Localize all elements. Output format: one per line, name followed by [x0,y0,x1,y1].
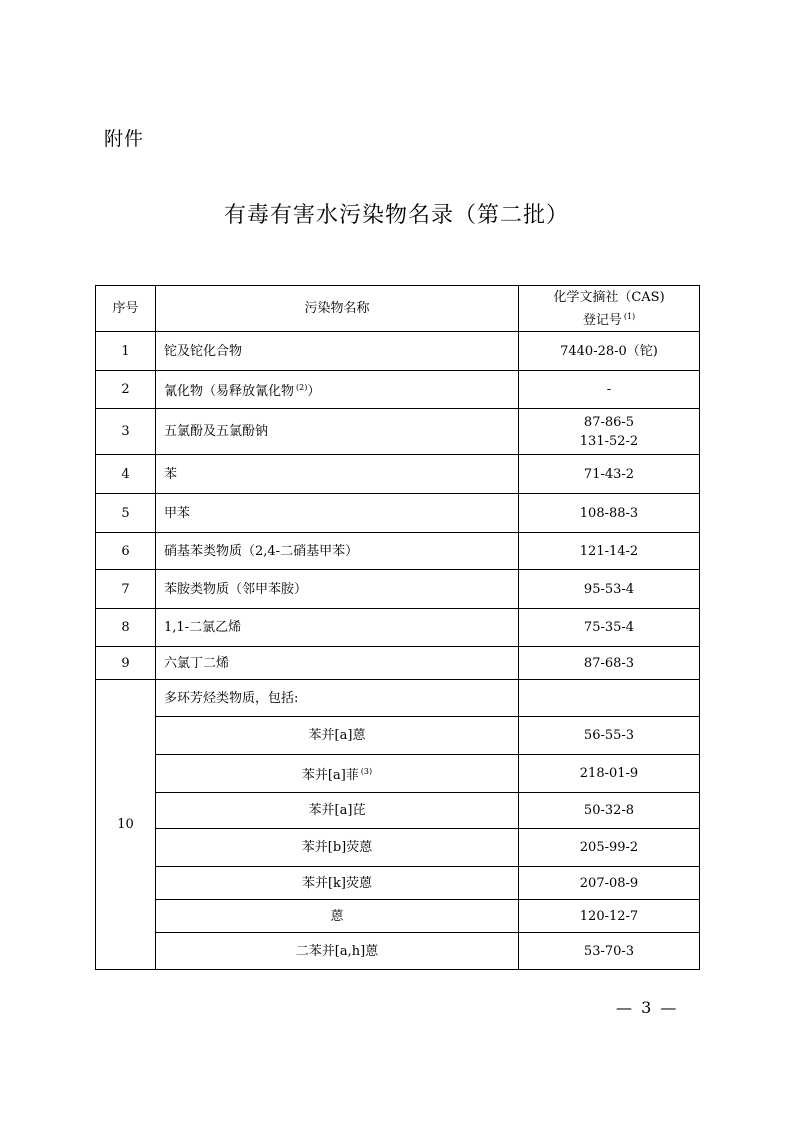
document-title: 有毒有害水污染物名录（第二批） [223,203,569,228]
row-index: 1 [96,332,156,371]
subrow-cas: 205-99-2 [519,829,700,867]
row-cas: - [519,371,700,409]
header-index: 序号 [96,286,156,332]
row-cas: 87-68-3 [519,647,700,680]
header-cas-line2: 登记号 $^{(1)}$ [582,311,636,328]
table-subrow [96,793,700,829]
footnote-marker: (2) [296,383,308,392]
table-row [96,570,700,609]
row-index: 9 [96,647,156,680]
subrow-name: 苯并[k]荧蒽 [156,867,519,900]
row-name: 甲苯 [156,494,519,533]
row-name: 五氯酚及五氯酚钠 [156,409,519,455]
table-row [96,609,700,647]
row-name: 硝基苯类物质（2,4-二硝基甲苯） [156,533,519,570]
row-name: 铊及铊化合物 [156,332,519,371]
table-subrow [96,755,700,793]
table-subrow [96,829,700,867]
row-index: 2 [96,371,156,409]
row-cas: 75-35-4 [519,609,700,647]
group-index: 10 [96,680,156,970]
subrow-name: 蒽 [156,900,519,933]
row-index: 8 [96,609,156,647]
row-name: 苯胺类物质（邻甲苯胺） [156,570,519,609]
subrow-name: 苯并[a]芘 [156,793,519,829]
table-row [96,409,700,455]
row-cas-line2: 131-52-2 [579,433,639,449]
row-index: 3 [96,409,156,455]
footnote-marker: (3) [360,767,373,776]
header-cas-line1: 化学文摘社（CAS) [553,289,665,305]
row-name: 六氯丁二烯 [156,647,519,680]
table-subrow [96,717,700,755]
row-index: 5 [96,494,156,533]
subrow-name: 二苯并[a,h]蒽 [156,933,519,970]
attachment-label: 附件 [104,128,145,150]
table-row-group [96,680,700,717]
pollutant-table [95,285,700,970]
table-row [96,647,700,680]
row-name: 1,1-二氯乙烯 [156,609,519,647]
subrow-cas: 50-32-8 [519,793,700,829]
row-cas-line1: 87-86-5 [583,414,635,430]
row-name: 氰化物（易释放氰化物 $^{(2)}$） [156,371,519,409]
group-name: 多环芳烃类物质，包括: [156,680,519,717]
row-cas [519,409,700,455]
table-row [96,494,700,533]
table-subrow [96,867,700,900]
table-row [96,371,700,409]
row-cas: 71-43-2 [519,455,700,494]
subrow-name: 苯并[a]蒽 [156,717,519,755]
row-index: 4 [96,455,156,494]
header-name: 污染物名称 [156,286,519,332]
subrow-cas: 53-70-3 [519,933,700,970]
table-subrow [96,933,700,970]
row-name: 苯 [156,455,519,494]
row-cas: 7440-28-0（铊) [519,332,700,371]
row-index: 6 [96,533,156,570]
page-number: — 3 — [616,998,679,1017]
table-row [96,455,700,494]
table-row [96,533,700,570]
subrow-cas: 120-12-7 [519,900,700,933]
row-cas: 95-53-4 [519,570,700,609]
group-cas [519,680,700,717]
row-cas: 121-14-2 [519,533,700,570]
row-cas: 108-88-3 [519,494,700,533]
table-subrow [96,900,700,933]
footnote-marker: (1) [623,311,636,321]
subrow-cas: 218-01-9 [519,755,700,793]
subrow-name: 苯并[a]菲 $^{(3)}$ [156,755,519,793]
header-cas [519,286,700,332]
subrow-cas: 56-55-3 [519,717,700,755]
row-index: 7 [96,570,156,609]
subrow-cas: 207-08-9 [519,867,700,900]
subrow-name: 苯并[b]荧蒽 [156,829,519,867]
table-row [96,332,700,371]
table-header-row [96,286,700,332]
